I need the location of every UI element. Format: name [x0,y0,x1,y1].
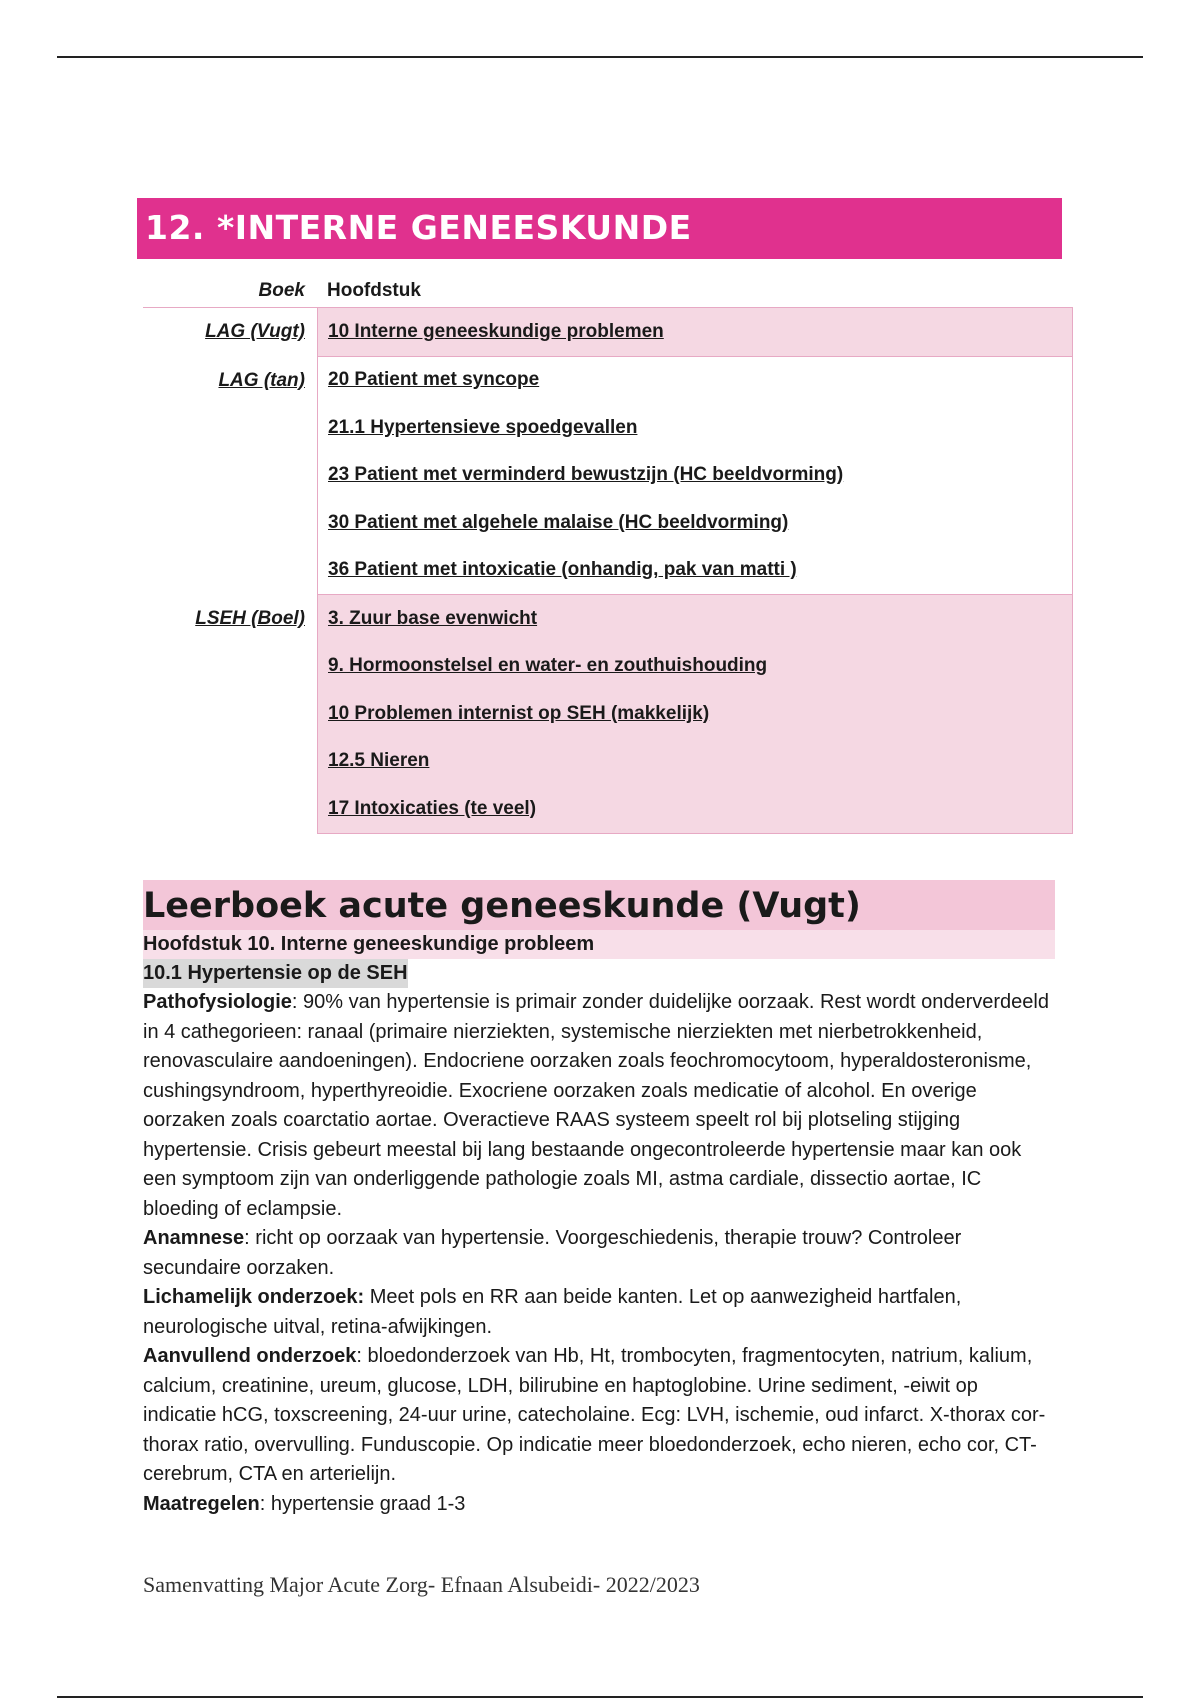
paragraph-label: Lichamelijk onderzoek: [143,1286,365,1308]
chapter-link[interactable]: 21.1 Hypertensieve spoedgevallen [328,416,638,438]
book-title: Leerboek acute geneeskunde (Vugt) [143,880,1055,930]
chapter-list [317,308,1073,357]
chapter-heading: Hoofdstuk 10. Interne geneeskundige probleem [143,930,1055,959]
chapter-link[interactable]: 9. Hormoonstelsel en water- en zouthuishouding [328,655,768,677]
chapter-link[interactable]: 12.5 Nieren [328,750,430,772]
page-footer: Samenvatting Major Acute Zorg- Efnaan Alsubeidi- 2022/2023 [143,1572,700,1597]
main-content [143,880,1055,1519]
chapter-link[interactable]: 23 Patient met verminderd bewustzijn (HC beeldvorming) [328,464,844,486]
paragraph-maatregelen: Maatregelen: hypertensie graad 1-3 [143,1492,466,1515]
section-heading: 10.1 Hypertensie op de SEH [143,959,408,988]
top-rule [57,56,1143,58]
book-label[interactable]: LAG (tan) [218,369,305,391]
table-header [143,275,1073,308]
paragraph-label: Pathofysiologie [143,991,292,1013]
paragraph-anamnese: Anamnese: richt op oorzaak van hypertensie. Voorgeschiedenis, therapie trouw? Controleer secundaire oorzaken. [143,1227,962,1279]
chapter-list [317,595,1073,834]
table-group-lag-vugt [143,308,1073,357]
chapter-link[interactable]: 3. Zuur base evenwicht [328,607,538,629]
paragraph-text: 90% van hypertensie is primair zonder duidelijke oorzaak. Rest wordt onderverdeeld in 4 cathegorieen: ranaal (primaire nierziekten, systemische nierziekten met nierbetrokkenheid, renovasculaire aandoeningen). Endocriene oorzaken zoals feochromocytoom, hyperaldosteronisme, cushingsyndroom, hyperthyreoidie. Exocriene oorzaken zoals medicatie of alcohol. En overige oorzaken zoals coarctatio aortae. Overactieve RAAS systeem speelt rol bij plotseling stijging hypertensie. Crisis gebeurt meestal bij lang bestaande ongecontroleerde hypertensie maar kan ook een symptoom zijn van onderliggende pathologie zoals MI, astma cardiale, dissectio aortae, IC bloeding of eclampsie. [143,991,1049,1220]
paragraph-lichamelijk-onderzoek [143,1283,1055,1342]
chapter-link[interactable]: 17 Intoxicaties (te veel) [328,797,537,819]
paragraph-label: Maatregelen [143,1492,260,1515]
paragraph-text: richt op oorzaak van hypertensie. Voorgeschiedenis, therapie trouw? Controleer secundaire oorzaken. [143,1227,962,1279]
chapter-link[interactable]: 10 Interne geneeskundige problemen [328,320,664,342]
table-group-lag-tan [143,357,1073,596]
paragraph-pathofysiologie: Pathofysiologie: 90% van hypertensie is primair zonder duidelijke oorzaak. Rest wordt onderverdeeld in 4 cathegorieen: ranaal (primaire nierziekten, systemische nierziekten met nierbetrokkenheid, renovasculaire aandoeningen). Endocriene oorzaken zoals feochromocytoom, hyperaldosteronisme, cushingsyndroom, hyperthyreoidie. Exocriene oorzaken zoals medicatie of alcohol. En overige oorzaken zoals coarctatio aortae. Overactieve RAAS systeem speelt rol bij plotseling stijging hypertensie. Crisis gebeurt meestal bij lang bestaande ongecontroleerde hypertensie maar kan ook een symptoom zijn van onderliggende pathologie zoals MI, astma cardiale, dissectio aortae, IC bloeding of eclampsie. [143,991,1049,1220]
paragraph-text: hypertensie graad 1-3 [270,1492,466,1515]
chapter-link[interactable]: 20 Patient met syncope [328,369,540,391]
book-label[interactable]: LSEH (Boel) [195,608,305,629]
header-chapter: Hoofdstuk [327,280,421,301]
book-label[interactable]: LAG (Vugt) [205,321,305,342]
header-book: Boek [258,280,305,301]
chapter-table [143,275,1073,834]
paragraph-text: Meet pols en RR aan beide kanten. Let op aanwezigheid hartfalen, neurologische uitval, retina-afwijkingen. [143,1286,962,1338]
paragraph-label: Aanvullend onderzoek [143,1345,357,1367]
paragraph-aanvullend-onderzoek: Aanvullend onderzoek: bloedonderzoek van Hb, Ht, trombocyten, fragmentocyten, natrium, kalium, calcium, creatinine, ureum, glucose, LDH, bilirubine en haptoglobine. Urine sediment, -eiwit op indicatie hCG, toxscreening, 24-uur urine, catecholaine. Ecg: LVH, ischemie, oud infarct. X-thorax cor-thorax ratio, overvulling. Funduscopie. Op indicatie meer bloedonderzoek, echo nieren, echo cor, CT-cerebrum, CTA en arterielijn. [143,1345,1046,1485]
chapter-link[interactable]: 30 Patient met algehele malaise (HC beeldvorming) [328,511,789,533]
bottom-rule [57,1696,1143,1698]
chapter-link[interactable]: 10 Problemen internist op SEH (makkelijk) [328,702,710,724]
chapter-list [317,357,1073,596]
paragraph-label: Anamnese [143,1227,245,1249]
chapter-title: 12. *INTERNE GENEESKUNDE [145,208,692,247]
chapter-link[interactable]: 36 Patient met intoxicatie (onhandig, pak van matti ) [328,559,797,581]
chapter-title-bar [137,198,1062,259]
table-group-lseh-boel [143,595,1073,834]
paragraph-text: bloedonderzoek van Hb, Ht, trombocyten, fragmentocyten, natrium, kalium, calcium, creatinine, ureum, glucose, LDH, bilirubine en haptoglobine. Urine sediment, -eiwit op indicatie hCG, toxscreening, 24-uur urine, catecholaine. Ecg: LVH, ischemie, oud infarct. X-thorax cor-thorax ratio, overvulling. Funduscopie. Op indicatie meer bloedonderzoek, echo nieren, echo cor, CT-cerebrum, CTA en arterielijn. [143,1345,1046,1485]
